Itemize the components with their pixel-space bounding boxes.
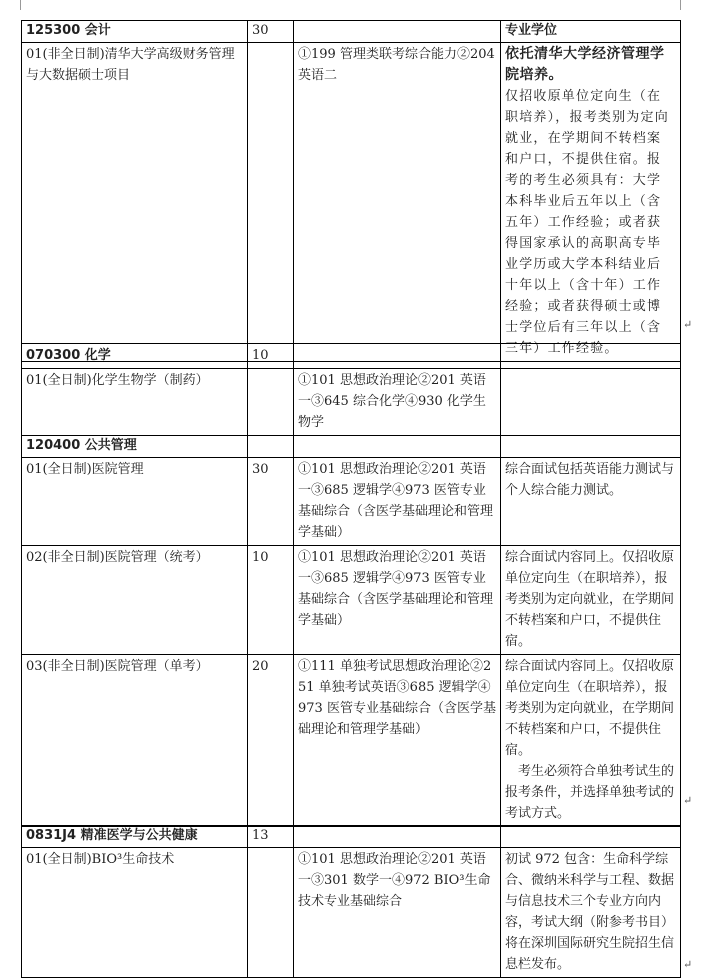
enrollment-count [248,436,294,458]
program-code-name: 125300 会计 [22,21,248,43]
research-direction: 01(全日制)BIO³生命技术 [22,848,248,978]
research-direction: 01(全日制)医院管理 [22,458,248,546]
exam-subjects: ①101 思想政治理论②201 英语一③301 数学一④972 BIO³生命技术专业基础综合 [294,848,501,978]
table-row [22,458,681,546]
program-notes [501,43,681,362]
table-row [22,848,681,978]
program-notes [501,369,681,436]
program-notes: 综合面试包括英语能力测试与个人综合能力测试。 [501,458,681,546]
paragraph-mark: ↵ [683,318,693,331]
research-direction: 03(非全日制)医院管理（单考） [22,655,248,827]
table-row [22,369,681,436]
research-direction: 01(全日制)化学生物学（制药） [22,369,248,436]
program-notes: 专业学位 [501,21,681,43]
margin-tick-top-left [20,0,21,10]
exam-subjects [294,21,501,43]
enrollment-count: 20 [248,655,294,827]
exam-subjects [294,344,501,369]
enrollment-count [248,369,294,436]
enrollment-count: 30 [248,458,294,546]
program-table-accounting [21,20,681,362]
program-code-name: 0831J4 精准医学与公共健康 [22,826,248,848]
table-row [22,655,681,827]
table-header-row [22,21,681,43]
notes-text: 综合面试内容同上。仅招收原单位定向生（在职培养），报考类别为定向就业，在学期间不转档案和户口，不提供住宿。 [505,659,675,758]
exam-subjects [294,436,501,458]
exam-subjects [294,826,501,848]
program-notes: 综合面试内容同上。仅招收原单位定向生（在职培养），报考类别为定向就业，在学期间不转档案和户口，不提供住宿。 [501,546,681,655]
table-header-row [22,436,681,458]
notes-text-extra: 考生必须符合单独考试生的报考条件，并选择单独考试的考试方式。 [505,764,675,821]
exam-subjects: ①101 思想政治理论②201 英语一③685 逻辑学④973 医管专业基础综合（含医学基础理论和管理学基础） [294,458,501,546]
program-table-chemistry-public-mgmt [21,343,681,827]
notes-text: 仅招收原单位定向生（在职培养），报考类别为定向就业，在学期间不转档案和户口，不提供住宿。报考的考生必须具有：大学本科毕业后五年以上（含五年）工作经验；或者获得国家承认的高职高专毕业学历或大学本科结业后十年以上（含十年）工作经验；或者获得硕士或博士学位后有三年以上（含三年）工作经验。 [505,89,669,356]
enrollment-count: 10 [248,344,294,369]
enrollment-count: 30 [248,21,294,43]
exam-subjects: ①111 单独考试思想政治理论②251 单独考试英语③685 逻辑学④973 医管专业基础综合（含医学基础理论和管理学基础） [294,655,501,827]
paragraph-mark: ↵ [683,958,693,971]
margin-tick-top-right [680,0,681,10]
exam-subjects: ①199 管理类联考综合能力②204 英语二 [294,43,501,362]
table-row [22,546,681,655]
notes-emphasis: 依托清华大学经济管理学院培养。 [505,46,665,83]
table-row [22,43,681,362]
program-code-name: 120400 公共管理 [22,436,248,458]
program-notes [501,826,681,848]
exam-subjects: ①101 思想政治理论②201 英语一③685 逻辑学④973 医管专业基础综合（含医学基础理论和管理学基础） [294,546,501,655]
exam-subjects: ①101 思想政治理论②201 英语一③645 综合化学④930 化学生物学 [294,369,501,436]
enrollment-count: 13 [248,826,294,848]
program-notes [501,436,681,458]
table-header-row [22,344,681,369]
program-notes: 初试 972 包含：生命科学综合、微纳米科学与工程、数据与信息技术三个专业方向内容，考试大纲（附参考书目）将在深圳国际研究生院招生信息栏发布。 [501,848,681,978]
program-notes [501,655,681,827]
research-direction: 02(非全日制)医院管理（统考） [22,546,248,655]
program-table-precision-medicine [21,825,681,978]
table-header-row [22,826,681,848]
program-notes [501,344,681,369]
enrollment-count [248,43,294,362]
research-direction: 01(非全日制)清华大学高级财务管理与大数据硕士项目 [22,43,248,362]
program-code-name: 070300 化学 [22,344,248,369]
paragraph-mark: ↵ [683,794,693,807]
enrollment-count: 10 [248,546,294,655]
enrollment-count [248,848,294,978]
